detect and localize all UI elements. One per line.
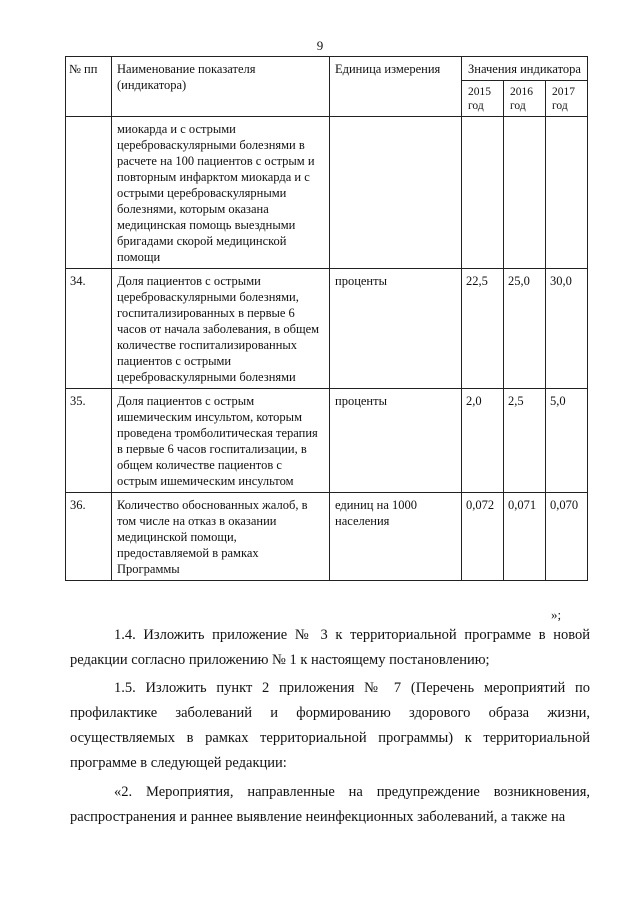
table-row (66, 493, 588, 581)
header-year-2017: 2017 год (546, 81, 588, 117)
row-value-2015: 0,072 (462, 493, 504, 581)
header-year-2015: 2015 год (462, 81, 504, 117)
table-row (66, 269, 588, 389)
row-unit (330, 117, 462, 269)
row-number: 36. (66, 493, 112, 581)
header-indicator-name: Наименование показателя (индикатора) (112, 57, 330, 117)
row-value-2015: 2,0 (462, 389, 504, 493)
header-unit: Единица измерения (330, 57, 462, 117)
row-value-2017 (546, 117, 588, 269)
indicator-table (65, 56, 588, 581)
table-row (66, 389, 588, 493)
row-unit: проценты (330, 269, 462, 389)
row-value-2017: 30,0 (546, 269, 588, 389)
table-closing-quote: »; (551, 607, 562, 622)
row-number: 34. (66, 269, 112, 389)
row-indicator-name: Доля пациентов с острым ишемическим инсультом, которым проведена тромболитическая терапия в первые 6 часов госпитализации, в общем количестве пациентов с острым ишемическим инсультом (112, 389, 330, 493)
paragraph-item-2: «2. Мероприятия, направленные на предупреждение возникновения, распространения и раннее выявление неинфекционных заболеваний, а также на (70, 784, 590, 825)
header-year-2016: 2016 год (504, 81, 546, 117)
paragraph-1-5: 1.5. Изложить пункт 2 приложения № 7 (Перечень мероприятий по профилактике заболеваний и формированию здорового образа жизни, осуществляемых в рамках территориальной программы) к территориальной программе в следующей редакции: (70, 680, 590, 771)
row-number: 35. (66, 389, 112, 493)
row-value-2017: 0,070 (546, 493, 588, 581)
row-indicator-name: Доля пациентов с острыми цереброваскулярными болезнями, госпитализированных в первые 6 часов от начала заболевания, в общем количестве госпитализированных пациентов с острыми цереброваскулярными болезнями (112, 269, 330, 389)
row-number (66, 117, 112, 269)
row-value-2015: 22,5 (462, 269, 504, 389)
header-indicator-values: Значения индикатора (462, 57, 588, 81)
row-value-2016 (504, 117, 546, 269)
row-unit: единиц на 1000 населения (330, 493, 462, 581)
row-value-2016: 25,0 (504, 269, 546, 389)
table-row (66, 117, 588, 269)
row-value-2017: 5,0 (546, 389, 588, 493)
header-number: № пп (66, 57, 112, 117)
page-number: 9 (316, 38, 324, 53)
row-indicator-name: миокарда и с острыми цереброваскулярными болезнями в расчете на 100 пациентов с острым и повторным инфарктом миокарда и с острыми цереброваскулярными болезнями, которым оказана медицинская помощь выездными бригадами скорой медицинской помощи (112, 117, 330, 269)
row-value-2016: 2,5 (504, 389, 546, 493)
row-value-2015 (462, 117, 504, 269)
table-header-row (66, 57, 588, 81)
paragraph-1-4: 1.4. Изложить приложение № 3 к территориальной программе в новой редакции согласно приложению № 1 к настоящему постановлению; (70, 627, 590, 668)
row-unit: проценты (330, 389, 462, 493)
row-indicator-name: Количество обоснованных жалоб, в том числе на отказ в оказании медицинской помощи, предоставляемой в рамках Программы (112, 493, 330, 581)
row-value-2016: 0,071 (504, 493, 546, 581)
